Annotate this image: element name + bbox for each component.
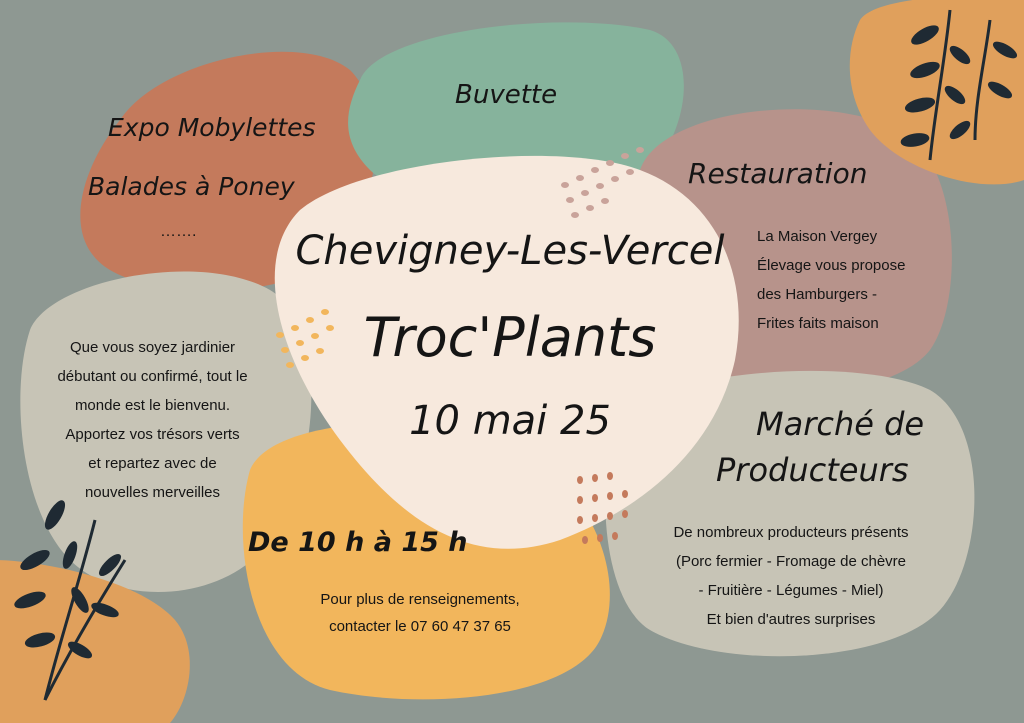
restauration-line: Frites faits maison: [757, 315, 879, 332]
restauration-line: Élevage vous propose: [757, 257, 906, 274]
ellipsis-dots: …….: [160, 223, 197, 240]
balades-poney: Balades à Poney: [88, 172, 295, 201]
contact-info: [290, 586, 550, 640]
marche-title-line2: Producteurs: [716, 451, 909, 489]
marche-line: De nombreux producteurs présents: [673, 524, 909, 541]
buvette-title: Buvette: [455, 80, 558, 110]
marche-description: [638, 518, 944, 634]
welcome-line: Que vous soyez jardinier: [69, 339, 236, 356]
town-title: Chevigney-Les-Vercel: [295, 228, 725, 274]
expo-mobylettes: Expo Mobylettes: [108, 113, 316, 142]
hours-label: De 10 h à 15 h: [248, 527, 468, 558]
welcome-line: nouvelles merveilles: [84, 484, 221, 501]
marche-line: (Porc fermier - Fromage de chèvre: [675, 553, 907, 570]
marche-title-line1: Marché de: [756, 405, 925, 443]
welcome-line: Apportez vos trésors verts: [65, 426, 240, 443]
restauration-line: des Hamburgers -: [757, 286, 878, 303]
welcome-line: monde est le bienvenu.: [74, 397, 231, 414]
event-date: 10 mai 25: [409, 398, 611, 444]
event-title: Troc'Plants: [363, 306, 657, 369]
restauration-line: La Maison Vergey: [757, 228, 878, 245]
welcome-line: débutant ou confirmé, tout le: [57, 368, 248, 385]
marche-line: Et bien d'autres surprises: [706, 611, 876, 628]
contact-line: Pour plus de renseignements,: [320, 591, 520, 608]
restauration-title: Restauration: [688, 157, 868, 190]
restauration-description: [757, 222, 905, 338]
contact-phone: contacter le 07 60 47 37 65: [329, 618, 511, 635]
welcome-text: [30, 333, 275, 507]
marche-line: - Fruitière - Légumes - Miel): [698, 582, 884, 599]
welcome-line: et repartez avec de: [88, 455, 217, 472]
